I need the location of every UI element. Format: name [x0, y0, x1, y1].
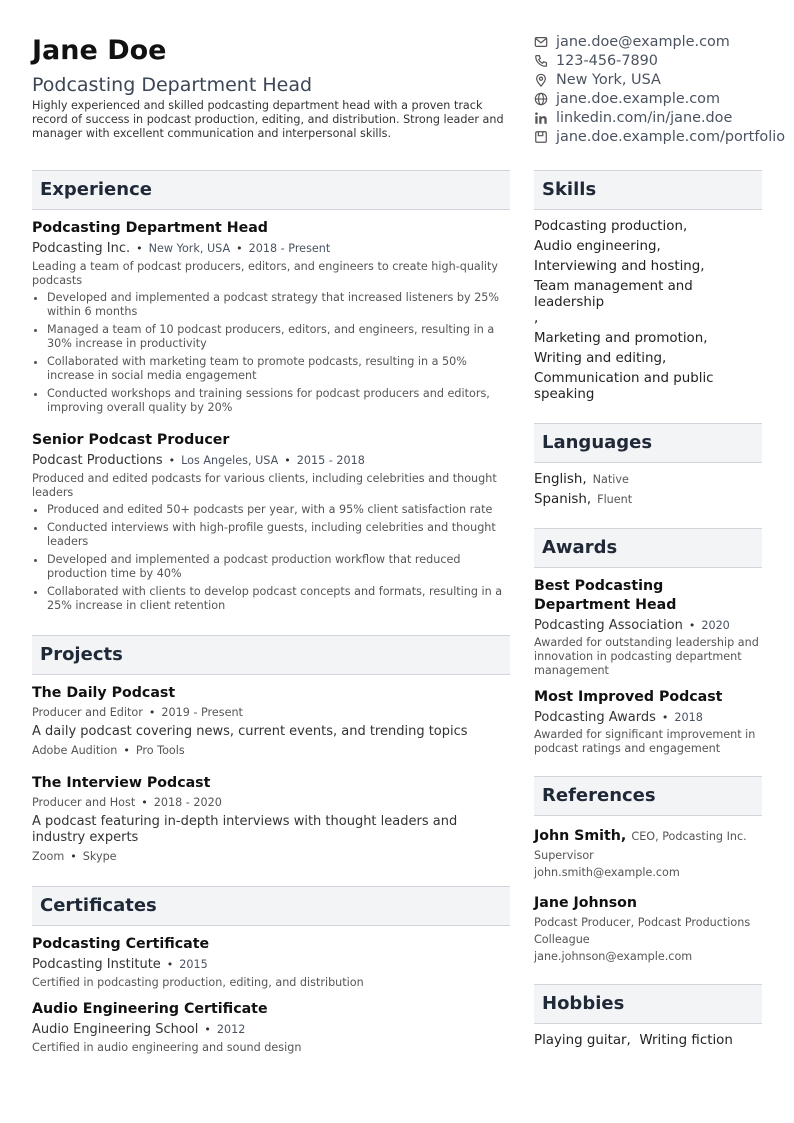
tool-tag: Adobe Audition: [32, 744, 118, 757]
references-section: [534, 776, 762, 964]
language-name: English,: [534, 472, 587, 487]
email-icon: [534, 35, 548, 49]
skill-item: ,: [534, 311, 539, 326]
languages-section: [534, 423, 762, 508]
tool-tag: Pro Tools: [135, 744, 185, 757]
company-name: Podcasting Inc.: [32, 241, 131, 256]
reference-relation: Supervisor: [534, 849, 594, 862]
reference-entry: [534, 892, 762, 964]
certificate-issuer: Audio Engineering School: [32, 1022, 199, 1037]
contact-email-text: jane.doe@example.com: [556, 33, 730, 50]
certificates-heading: Certificates: [32, 886, 510, 926]
certificate-year: 2015: [179, 958, 208, 971]
job-location: Los Angeles, USA: [181, 454, 279, 467]
tool-tag: Skype: [82, 850, 117, 863]
contact-phone-text: 123-456-7890: [556, 52, 658, 69]
hobbies-section: [534, 984, 762, 1049]
portfolio-icon: [534, 130, 548, 144]
award-issuer: Podcasting Awards: [534, 710, 656, 725]
project-entry: [32, 684, 510, 758]
job-summary: Produced and edited podcasts for various clients, including celebrities and thought leaders: [32, 472, 497, 499]
contact-location-text: New York, USA: [556, 71, 661, 88]
company-name: Podcast Productions: [32, 453, 163, 468]
project-dates: 2018 - 2020: [153, 796, 222, 809]
bullet-item: • Collaborated with clients to develop podcast concepts and formats, resulting in a 25% increase in client retention: [47, 585, 510, 613]
contact-linkedin-text: linkedin.com/in/jane.doe: [556, 109, 733, 126]
certificate-entry: [32, 935, 510, 990]
project-description: A daily podcast covering news, current events, and trending topics: [32, 724, 468, 739]
award-entry: [534, 688, 762, 756]
project-tools: Adobe Audition • Pro Tools: [32, 744, 185, 757]
certificate-entry: [32, 1000, 510, 1055]
award-issuer: Podcasting Association: [534, 618, 683, 633]
job-title: Podcasting Department Head: [32, 220, 268, 236]
hobbies-heading: Hobbies: [534, 984, 762, 1024]
award-year: 2020: [701, 619, 730, 632]
project-title: The Interview Podcast: [32, 775, 211, 791]
reference-header: [534, 825, 762, 846]
resume-summary: Highly experienced and skilled podcasting department head with a proven track record of success in podcast production, editing, and distribution. Strong leader and manager with excellent communication and interpersonal skills.: [32, 99, 504, 140]
languages-heading: Languages: [534, 423, 762, 463]
reference-relation: Colleague: [534, 933, 590, 946]
bullet-item: • Managed a team of 10 podcast producers, editors, and engineers, resulting in a 30% increase in productivity: [47, 323, 510, 351]
award-description: Awarded for significant improvement in podcast ratings and engagement: [534, 728, 756, 755]
skill-item: Team management and leadership: [534, 279, 693, 310]
hobbies-text: Playing guitar, Writing fiction: [534, 1033, 733, 1048]
language-name: Spanish,: [534, 492, 592, 507]
main-column: [32, 170, 510, 1077]
awards-section: [534, 528, 762, 756]
skills-section: [534, 170, 762, 403]
skills-heading: Skills: [534, 170, 762, 210]
project-tools: Zoom • Skype: [32, 850, 117, 863]
contact-portfolio-text: jane.doe.example.com/portfolio: [556, 128, 785, 145]
language-item: [534, 492, 762, 508]
certificate-meta: Audio Engineering School • 2012: [32, 1022, 246, 1037]
phone-icon: [534, 54, 548, 68]
project-meta: Producer and Host • 2018 - 2020: [32, 796, 222, 809]
contact-list: [534, 32, 794, 146]
language-level: Native: [592, 473, 629, 486]
skill-item: Marketing and promotion,: [534, 331, 708, 346]
bullet-item: • Collaborated with marketing team to promote podcasts, resulting in a 50% increase in social media engagement: [47, 355, 510, 383]
projects-heading: Projects: [32, 635, 510, 675]
certificate-issuer: Podcasting Institute: [32, 957, 161, 972]
experience-entry: [32, 431, 510, 613]
bullet-item: • Conducted workshops and training sessions for podcast producers and editors, improving overall quality by 20%: [47, 387, 510, 415]
resume-name: Jane Doe: [32, 35, 167, 66]
skill-item: Podcasting production,: [534, 219, 688, 234]
award-entry: [534, 577, 762, 678]
award-meta: Podcasting Association • 2020: [534, 618, 730, 633]
references-heading: References: [534, 776, 762, 816]
projects-section: [32, 635, 510, 864]
contact-location: [534, 70, 794, 89]
reference-name: John Smith,: [534, 828, 627, 844]
language-level: Fluent: [597, 493, 633, 506]
bullet-item: • Produced and edited 50+ podcasts per year, with a 95% client satisfaction rate: [47, 503, 510, 517]
contact-website-text: jane.doe.example.com: [556, 90, 720, 107]
certificate-description: Certified in audio engineering and sound design: [32, 1041, 302, 1054]
reference-email[interactable]: john.smith@example.com: [534, 866, 680, 879]
skill-item: Writing and editing,: [534, 351, 667, 366]
skill-item: Audio engineering,: [534, 239, 661, 254]
globe-icon: [534, 92, 548, 106]
certificate-title: Podcasting Certificate: [32, 936, 210, 952]
reference-name: Jane Johnson: [534, 895, 638, 911]
job-title: Senior Podcast Producer: [32, 432, 230, 448]
contact-website[interactable]: [534, 89, 794, 108]
project-role: Producer and Editor: [32, 706, 143, 719]
contact-portfolio[interactable]: [534, 127, 794, 146]
resume-title: Podcasting Department Head: [32, 74, 313, 96]
job-meta: Podcast Productions • Los Angeles, USA • 2015 - 2018: [32, 453, 365, 468]
job-bullets: [32, 503, 510, 613]
project-role: Producer and Host: [32, 796, 136, 809]
skill-item: Communication and public speaking: [534, 371, 714, 402]
experience-section: [32, 170, 510, 613]
certificate-title: Audio Engineering Certificate: [32, 1001, 268, 1017]
award-meta: Podcasting Awards • 2018: [534, 710, 703, 725]
project-meta: Producer and Editor • 2019 - Present: [32, 706, 243, 719]
project-entry: [32, 774, 510, 864]
contact-phone[interactable]: [534, 51, 794, 70]
job-summary: Leading a team of podcast producers, editors, and engineers to create high-quality podcasts: [32, 260, 499, 287]
linkedin-icon: [534, 111, 548, 125]
award-description: Awarded for outstanding leadership and innovation in podcasting department management: [534, 636, 759, 677]
job-dates: 2018 - Present: [248, 242, 331, 255]
experience-heading: Experience: [32, 170, 510, 210]
reference-entry: [534, 825, 762, 880]
skill-item: Interviewing and hosting,: [534, 259, 705, 274]
location-pin-icon: [534, 73, 548, 87]
job-meta: Podcasting Inc. • New York, USA • 2018 - Present: [32, 241, 331, 256]
job-dates: 2015 - 2018: [296, 454, 365, 467]
reference-header: [534, 892, 762, 913]
contact-linkedin[interactable]: [534, 108, 794, 127]
reference-position: Podcast Producer, Podcast Productions: [534, 916, 751, 929]
bullet-item: • Conducted interviews with high-profile guests, including celebrities and thought leaders: [47, 521, 510, 549]
certificate-meta: Podcasting Institute • 2015: [32, 957, 208, 972]
reference-position: CEO, Podcasting Inc.: [631, 830, 747, 843]
certificate-description: Certified in podcasting production, editing, and distribution: [32, 976, 364, 989]
project-title: The Daily Podcast: [32, 685, 176, 701]
tool-tag: Zoom: [32, 850, 65, 863]
bullet-item: • Developed and implemented a podcast strategy that increased listeners by 25% within 6 months: [47, 291, 510, 319]
reference-email[interactable]: jane.johnson@example.com: [534, 950, 693, 963]
experience-entry: [32, 219, 510, 415]
bullet-item: • Developed and implemented a podcast production workflow that reduced production time by 40%: [47, 553, 510, 581]
contact-email[interactable]: [534, 32, 794, 51]
project-description: A podcast featuring in-depth interviews with thought leaders and industry experts: [32, 814, 458, 845]
sidebar-column: [534, 170, 762, 1069]
award-title: Most Improved Podcast: [534, 689, 723, 705]
project-dates: 2019 - Present: [161, 706, 243, 719]
certificates-section: [32, 886, 510, 1055]
job-bullets: [32, 291, 510, 415]
awards-heading: Awards: [534, 528, 762, 568]
language-item: [534, 472, 762, 488]
award-title: Best Podcasting Department Head: [534, 578, 677, 613]
award-year: 2018: [674, 711, 703, 724]
certificate-year: 2012: [216, 1023, 246, 1036]
job-location: New York, USA: [148, 242, 231, 255]
